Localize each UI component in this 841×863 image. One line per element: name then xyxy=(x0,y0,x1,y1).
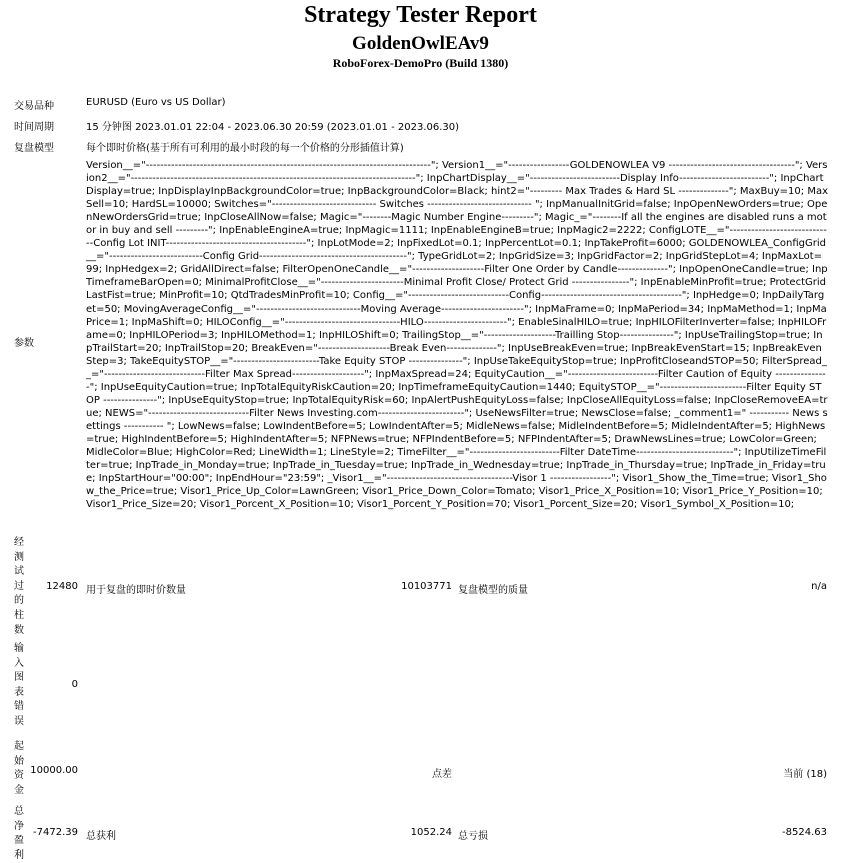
grossloss-value: -8524.63 xyxy=(782,827,827,838)
ea-name: GoldenOwlEAv9 xyxy=(352,33,489,54)
symbol-value: EURUSD (Euro vs US Dollar) xyxy=(86,97,226,108)
deposit-value: 10000.00 xyxy=(30,765,78,776)
report-title: Strategy Tester Report xyxy=(304,2,537,28)
bars-value: 12480 xyxy=(46,581,78,592)
spread-value: 当前 (18) xyxy=(783,769,827,780)
ticks-label: 用于复盘的即时价数量 xyxy=(86,585,186,596)
quality-value: n/a xyxy=(811,581,827,592)
ticks-value: 10103771 xyxy=(401,581,452,592)
quality-label: 复盘模型的质量 xyxy=(458,585,528,596)
bars-label: 经测试过的柱数 xyxy=(14,537,24,636)
symbol-label: 交易品种 xyxy=(14,101,54,112)
errors-label: 输入图表错误 xyxy=(14,643,24,727)
period-value: 15 分钟图 2023.01.01 22:04 - 2023.06.30 20:59 (2023.01.01 - 2023.06.30) xyxy=(86,122,460,133)
deposit-label: 起始资金 xyxy=(14,741,24,796)
spread-label: 点差 xyxy=(432,769,452,780)
server-info: RoboForex-DemoPro (Build 1380) xyxy=(332,56,509,70)
model-label: 复盘模型 xyxy=(14,143,54,154)
period-label: 时间周期 xyxy=(14,122,54,133)
model-value: 每个即时价格(基于所有可利用的最小时段的每一个价格的分形插值计算) xyxy=(86,143,404,154)
params-label: 参数 xyxy=(14,338,34,349)
netprofit-value: -7472.39 xyxy=(33,827,78,838)
grossloss-label: 总亏损 xyxy=(458,831,488,842)
errors-value: 0 xyxy=(71,679,78,690)
grossprofit-value: 1052.24 xyxy=(410,827,452,838)
params-value: Version__="-------------------------------------------------------------------------------"; Version1__="-----------------GOLDENOWLEA V9 -----------------------------------"; Version2__="-------------------------------------------------------------------------------"; InpChartDisplay__="-------------------------Display Info-------------------------"; InpChartDisplay=true; InpDisplayInpBackgroundColor=true; InpBackgroundColor=Black; hint2="--------- Max Trades & Hard SL --------------"; MaxBuy=10; MaxSell=10; HardSL=10000; Switches="----------------------------- Switches ----------------------------- "; InpManualInitGrid=false; InpOpenNewOrders=true; OpenNewOrdersGrid=true; InpCloseAllNow=false; Magic="--------Magic Number Engine---------"; Magic_="--------If all the engines are disabled runs a motor in buy and sell ---------"; InpEnableEngineA=true; InpMagic=1111; InpEnableEngineB=true; InpMagic2=2222; ConfigLOTE__="-----------------------------Config Lot INIT---------------------------------------"; InpLotMode=2; InpFixedLot=0.1; InpPercentLot=0.1; InpTakeProfit=6000; GOLDENOWLEA_ConfigGrid__="--------------------------Config Grid-----------------------------------------"; TypeGridLot=2; InpGridSize=3; InpGridFactor=2; InpGridStepLot=4; InpMaxLot=99; InpHedgex=2; GridAllDirect=false; FilterOpenOneCandle__="--------------------Filter One Order by Candle--------------"; InpOpenOneCandle=true; InpTimeframeBarOpen=0; MinimalProfitClose__="-----------------------Minimal Profit Close/ Protect Grid ----------------"; InpEnableMinProfit=true; ProtectGridLastFist=true; MinProfit=10; QtdTradesMinProfit=10; Config__="----------------------------Config---------------------------------------"; InpHedge=0; InpDailyTarget=50; MovingAverageConfig__="-----------------------------Moving Average-----------------------"; InpMaFrame=0; InpMaPeriod=34; InpMaMethod=1; InpMaPrice=1; InpMaShift=0; HILOConfig__="--------------------------------HILO-----------------------"; EnableSinalHILO=true; InpHILOFilterInverter=false; InpHILOFrame=0; InpHILOPeriod=3; InpHILOMethod=1; InpHILOShift=0; TrailingStop__="--------------------Trailling Stop---------------"; InpUseTrailingStop=true; InpTrailStart=20; InpTrailStop=20; BreakEven="--------------------Break Even--------------"; InpUseBreakEven=true; InpBreakEvenStart=15; InpBreakEvenStep=3; TakeEquitySTOP__="------------------------Take Equity STOP ---------------"; InpUseTakeEquityStop=true; InpProfitCloseandSTOP=50; FilterSpread__="----------------------------Filter Max Spread--------------------"; InpMaxSpread=24; EquityCaution__="-------------------------Filter Caution of Equity ---------------"; InpUseEquityCaution=true; InpTotalEquityRiskCaution=20; InpTimeframeEquityCaution=1440; EquitySTOP__="------------------------Filter Equity STOP ---------------"; InpUseEquityStop=true; InpTotalEquityRisk=60; InpAlertPushEquityLoss=false; InpCloseAllEquityLoss=false; InpCloseRemoveEA=true; NEWS="----------------------------Filter News Investing.com------------------------"; UseNewsFilter=true; NewsClose=false; _comment1=" ----------- News settings ----------- "; LowNews=false; LowIndentBefore=5; LowIndentAfter=5; MidleNews=false; MidleIndentBefore=5; MidleIndentAfter=5; HighNews=true; HighIndentBefore=5; HighIndentAfter=5; NFPNews=true; NFPIndentBefore=5; NFPIndentAfter=5; DrawNewsLines=true; LowColor=Green; MidleColor=Blue; HighColor=Red; LineWidth=1; LineStyle=2; TimeFilter__="-------------------------Filter DateTime---------------------------"; InpUtilizeTimeFilter=true; InpTrade_in_Monday=true; InpTrade_in_Tuesday=true; InpTrade_in_Wednesday=true; InpTrade_in_Thursday=true; InpTrade_in_Friday=true; InpStartHour="00:00"; InpEndHour="23:59"; _Visor1__="-----------------------------------Visor 1 -----------------"; Visor1_Show_the_Time=true; Visor1_Show_the_Price=true; Visor1_Price_Up_Color=LawnGreen; Visor1_Price_Down_Color=Tomato; Visor1_Price_X_Position=10; Visor1_Price_Y_Position=10; Visor1_Price_Size=20; Visor1_Porcent_X_Position=10; Visor1_Porcent_Y_Position=70; Visor1_Porcent_Size=20; Visor1_Symbol_X_Position=10; xyxy=(86,160,828,511)
netprofit-label: 总净盈利 xyxy=(14,806,24,861)
grossprofit-label: 总获利 xyxy=(86,831,116,842)
